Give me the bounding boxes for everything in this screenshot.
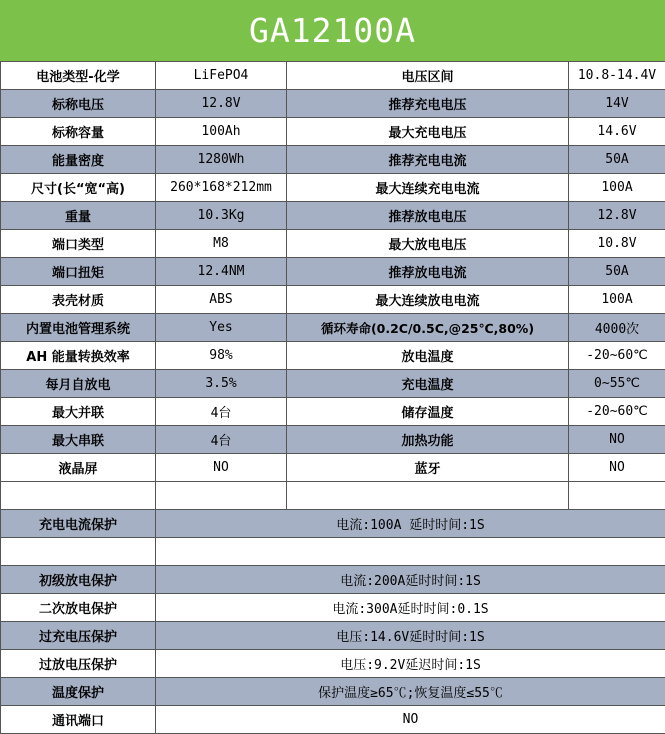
spec-row [1, 258, 665, 286]
spec-value: 0~55℃ [569, 370, 665, 398]
protection-label: 通讯端口 [1, 706, 156, 734]
spec-label: 最大串联 [1, 426, 156, 454]
spec-value: LiFePO4 [156, 62, 287, 90]
spec-label: 最大连续放电电流 [287, 286, 569, 314]
spec-row [1, 398, 665, 426]
spec-value: 10.8-14.4V [569, 62, 665, 90]
spec-row [1, 202, 665, 230]
spec-value: -20~60℃ [569, 342, 665, 370]
spec-value: 50A [569, 258, 665, 286]
spec-row [1, 62, 665, 90]
spec-row [1, 454, 665, 482]
spec-value: 4000次 [569, 314, 665, 342]
spec-label: 重量 [1, 202, 156, 230]
spec-label: 推荐放电电流 [287, 258, 569, 286]
spec-table [0, 61, 665, 734]
protection-value [156, 538, 665, 566]
spec-value: 14V [569, 90, 665, 118]
spec-value: 4台 [156, 426, 287, 454]
spec-value: 100Ah [156, 118, 287, 146]
spec-label: 放电温度 [287, 342, 569, 370]
spec-value: Yes [156, 314, 287, 342]
protection-row [1, 622, 665, 650]
spec-value: 12.8V [156, 90, 287, 118]
protection-row [1, 510, 665, 538]
protection-row [1, 594, 665, 622]
protection-row [1, 678, 665, 706]
spec-label: 推荐充电电流 [287, 146, 569, 174]
protection-value: 电压:9.2V延迟时间:1S [156, 650, 665, 678]
spec-value: 3.5% [156, 370, 287, 398]
spec-label: 标称电压 [1, 90, 156, 118]
spec-row [1, 90, 665, 118]
spec-label: 表壳材质 [1, 286, 156, 314]
spec-value: 100A [569, 286, 665, 314]
spec-row [1, 286, 665, 314]
spec-value: 98% [156, 342, 287, 370]
spec-label: 尺寸(长“宽“高) [1, 174, 156, 202]
spec-value: 50A [569, 146, 665, 174]
spec-row [1, 118, 665, 146]
product-title: GA12100A [0, 0, 665, 62]
spec-label: AH 能量转换效率 [1, 342, 156, 370]
spec-value: 4台 [156, 398, 287, 426]
spec-label: 推荐充电电压 [287, 90, 569, 118]
empty-cell [1, 482, 156, 510]
spec-value: NO [569, 454, 665, 482]
spec-value: 10.3Kg [156, 202, 287, 230]
spec-label: 每月自放电 [1, 370, 156, 398]
spec-row [1, 314, 665, 342]
spec-label: 标称容量 [1, 118, 156, 146]
protection-row [1, 650, 665, 678]
protection-row [1, 566, 665, 594]
protection-row [1, 706, 665, 734]
spec-label: 电压区间 [287, 62, 569, 90]
spec-value: 10.8V [569, 230, 665, 258]
spec-label: 端口扭矩 [1, 258, 156, 286]
spec-row [1, 174, 665, 202]
protection-row [1, 538, 665, 566]
protection-label: 二次放电保护 [1, 594, 156, 622]
protection-label: 充电电流保护 [1, 510, 156, 538]
spec-label: 能量密度 [1, 146, 156, 174]
spec-row [1, 342, 665, 370]
spec-label: 推荐放电电压 [287, 202, 569, 230]
protection-value: 电流:200A延时时间:1S [156, 566, 665, 594]
protection-label: 过放电压保护 [1, 650, 156, 678]
protection-value: 电压:14.6V延时时间:1S [156, 622, 665, 650]
protection-value: NO [156, 706, 665, 734]
spec-table-body [1, 62, 665, 734]
protection-label [1, 538, 156, 566]
protection-value: 保护温度≥65℃;恢复温度≤55℃ [156, 678, 665, 706]
spec-label: 循环寿命(0.2C/0.5C,@25℃,80%) [287, 314, 569, 342]
protection-label: 过充电压保护 [1, 622, 156, 650]
spec-label: 最大并联 [1, 398, 156, 426]
protection-value: 电流:300A延时时间:0.1S [156, 594, 665, 622]
spec-label: 电池类型-化学 [1, 62, 156, 90]
spec-row [1, 230, 665, 258]
empty-cell [287, 482, 569, 510]
spec-value: 100A [569, 174, 665, 202]
spec-value: 260*168*212mm [156, 174, 287, 202]
spec-value: 12.4NM [156, 258, 287, 286]
spec-label: 最大连续充电电流 [287, 174, 569, 202]
spec-value: -20~60℃ [569, 398, 665, 426]
spec-row [1, 426, 665, 454]
spacer-row [1, 482, 665, 510]
spec-label: 加热功能 [287, 426, 569, 454]
spec-label: 最大充电电压 [287, 118, 569, 146]
spec-label: 端口类型 [1, 230, 156, 258]
empty-cell [569, 482, 665, 510]
spec-value: 1280Wh [156, 146, 287, 174]
spec-label: 储存温度 [287, 398, 569, 426]
protection-label: 初级放电保护 [1, 566, 156, 594]
protection-value: 电流:100A 延时时间:1S [156, 510, 665, 538]
spec-row [1, 370, 665, 398]
spec-label: 内置电池管理系统 [1, 314, 156, 342]
spec-value: 14.6V [569, 118, 665, 146]
spec-label: 液晶屏 [1, 454, 156, 482]
spec-value: 12.8V [569, 202, 665, 230]
spec-row [1, 146, 665, 174]
spec-value: NO [156, 454, 287, 482]
protection-label: 温度保护 [1, 678, 156, 706]
spec-label: 最大放电电压 [287, 230, 569, 258]
spec-value: ABS [156, 286, 287, 314]
spec-label: 充电温度 [287, 370, 569, 398]
spec-value: NO [569, 426, 665, 454]
spec-value: M8 [156, 230, 287, 258]
empty-cell [156, 482, 287, 510]
spec-label: 蓝牙 [287, 454, 569, 482]
